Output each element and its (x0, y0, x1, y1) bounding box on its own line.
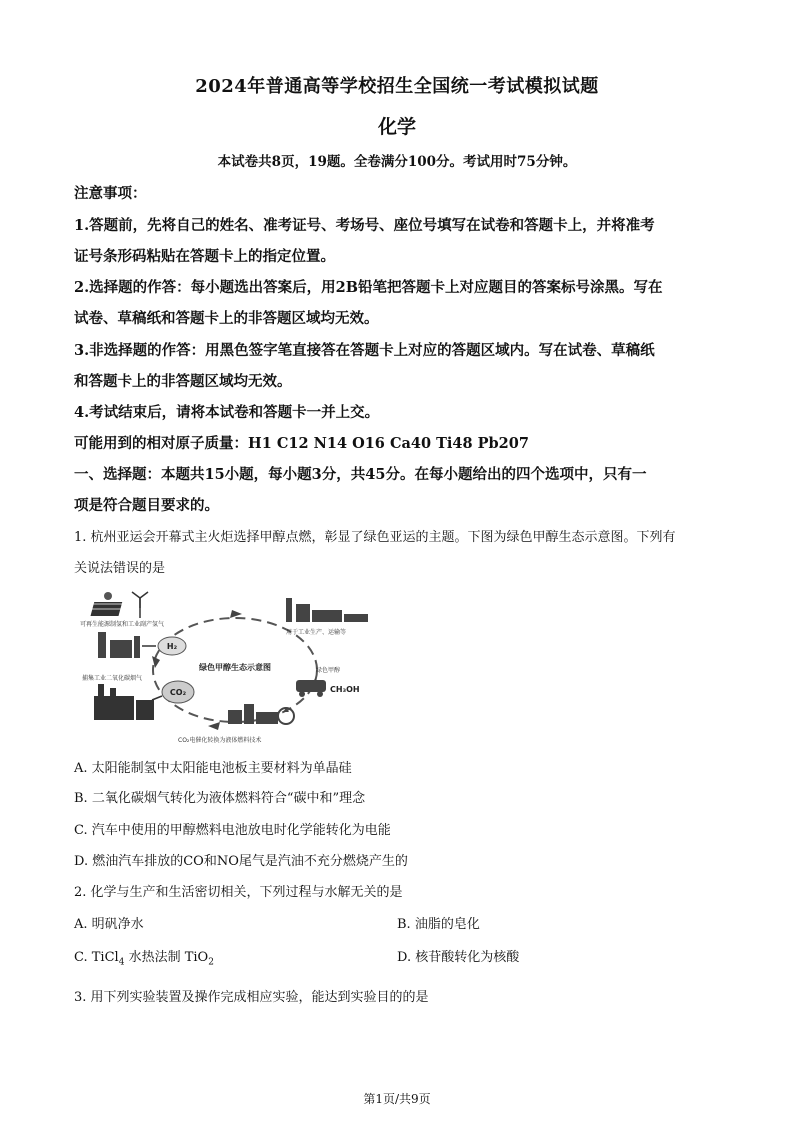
methanol-tank-icon (296, 680, 326, 697)
label-electrocatalysis: CO₂电催化转换为液体燃料技术 (178, 737, 262, 744)
label-co2-capture: 捕集工业二氧化碳烟气 (82, 675, 143, 682)
cycle-arrow-top (230, 610, 242, 618)
q1-option-c: C. 汽车中使用的甲醇燃料电池放电时化学能转化为电能 (74, 823, 391, 838)
ch3oh-label: CH₃OH (330, 685, 360, 694)
page-footer: 第1页/共9页 (363, 1092, 431, 1106)
q1-option-a: A. 太阳能制氢中太阳能电池板主要材料为单晶硅 (74, 761, 352, 776)
notice-line-3: 2.选择题的作答：每小题选出答案后，用2B铅笔把答题卡上对应题目的答案标号涂黑。写在 (74, 279, 663, 296)
atomic-masses: 可能用到的相对原子质量：H1 C12 N14 O16 Ca40 Ti48 Pb207 (74, 435, 529, 452)
section-heading-line-2: 项是符合题目要求的。 (74, 497, 219, 514)
notice-heading: 注意事项： (74, 185, 147, 202)
q2-stem: 2. 化学与生产和生活密切相关，下列过程与水解无关的是 (74, 885, 403, 900)
subject-heading: 化学 (377, 116, 416, 138)
notice-line-5: 3.非选择题的作答：用黑色签字笔直接答在答题卡上对应的答题区域内。写在试卷、草稿纸 (74, 342, 655, 359)
notice-line-7: 4.考试结束后，请将本试卷和答题卡一并上交。 (74, 404, 380, 421)
q1-option-d: D. 燃油汽车排放的CO和NO尾气是汽油不充分燃烧产生的 (74, 854, 408, 869)
notice-line-2: 证号条形码粘贴在答题卡上的指定位置。 (74, 248, 335, 265)
factory-icon-upper-left (98, 632, 140, 658)
label-industrial-use: 用于工业生产、运输等 (286, 629, 347, 636)
notice-line-1: 1.答题前，先将自己的姓名、准考证号、考场号、座位号填写在试卷和答题卡上，并将准考 (74, 217, 655, 234)
q2-option-d: D. 核苷酸转化为核酸 (397, 950, 520, 965)
co2-cloud (162, 681, 194, 703)
green-methanol-diagram (80, 588, 390, 748)
q2-option-c: C. TiCl$_4$ 水热法制 TiO$_2$ (74, 950, 214, 968)
q1-stem-line-1: 1. 杭州亚运会开幕式主火炬选择甲醇点燃，彰显了绿色亚运的主题。下图为绿色甲醇生态示意图。下列有 (74, 530, 676, 545)
label-hydrogen-sources: 可再生能源制氢和工业副产氢气 (80, 621, 165, 628)
notice-line-4: 试卷、草稿纸和答题卡上的非答题区域均无效。 (74, 310, 379, 327)
diagram-center-label: 绿色甲醇生态示意图 (199, 663, 271, 672)
arrow-to-co2 (152, 696, 162, 700)
section-heading-line-1: 一、选择题：本题共15小题，每小题3分，共45分。在每小题给出的四个选项中，只有一 (74, 466, 647, 483)
q3-stem: 3. 用下列实验装置及操作完成相应实验，能达到实验目的的是 (74, 990, 429, 1005)
q1-option-b: B. 二氧化碳烟气转化为液体燃料符合“碳中和”理念 (74, 791, 366, 806)
solar-wind-icon (90, 592, 148, 618)
reactor-icon-bottom (228, 704, 278, 724)
notice-line-6: 和答题卡上的非答题区域均无效。 (74, 373, 292, 390)
q1-stem-line-2: 关说法错误的是 (74, 561, 166, 576)
exam-title: 2024年普通高等学校招生全国统一考试模拟试题 (195, 76, 599, 97)
q2-option-b: B. 油脂的皂化 (397, 917, 480, 932)
svg-text:CO₂: CO₂ (169, 688, 187, 697)
cycle-arrow-bottom (208, 722, 220, 730)
h2-cloud (158, 637, 186, 655)
recycle-icon (278, 708, 294, 724)
industry-icon-top-right (286, 598, 368, 622)
factory-icon-lower-left (94, 684, 154, 720)
svg-text:H₂: H₂ (166, 642, 178, 651)
label-green-methanol: 绿色甲醇 (316, 667, 341, 674)
exam-intro: 本试卷共8页，19题。全卷满分100分。考试用时75分钟。 (217, 154, 577, 170)
q2-option-a: A. 明矾净水 (74, 917, 144, 932)
